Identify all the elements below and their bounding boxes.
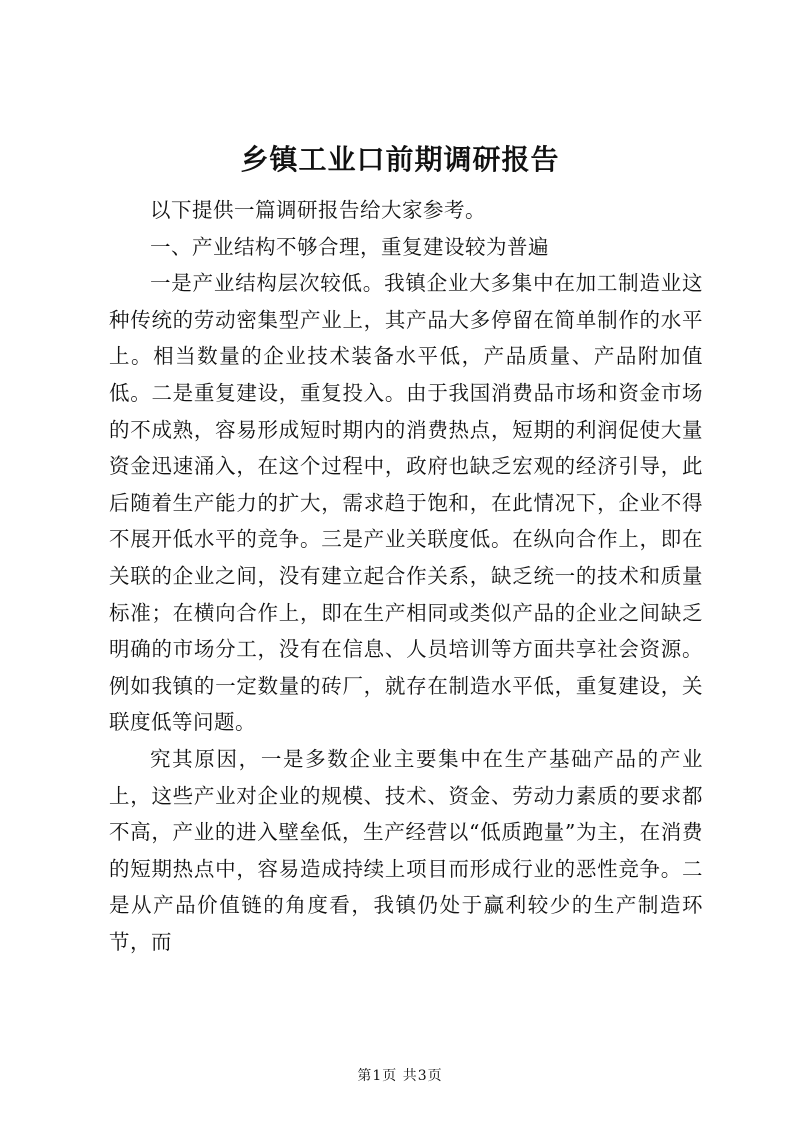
page-footer: 第1页 共3页	[357, 1068, 443, 1084]
paragraph-intro: 以下提供一篇调研报告给大家参考。	[150, 198, 486, 222]
document-body	[109, 192, 703, 960]
paragraph-analysis: 一是产业结构层次较低。我镇企业大多集中在加工制造业这种传统的劳动密集型产业上，其产品大多停留在简单制作的水平上。相当数量的企业技术装备水平低，产品质量、产品附加值低。二是重复建设，重复投入。由于我国消费品市场和资金市场的不成熟，容易形成短时期内的消费热点，短期的利润促使大量资金迅速涌入，在这个过程中，政府也缺乏宏观的经济引导，此后随着生产能力的扩大，需求趋于饱和，在此情况下，企业不得不展开低水平的竞争。三是产业关联度低。在纵向合作上，即在关联的企业之间，没有建立起合作关系，缺乏统一的技术和质量标准；在横向合作上，即在生产相同或类似产品的企业之间缺乏明确的市场分工，没有在信息、人员培训等方面共享社会资源。例如我镇的一定数量的砖厂，就存在制造水平低，重复建设，关联度低等问题。	[109, 271, 703, 735]
paragraph-causes: 究其原因，一是多数企业主要集中在生产基础产品的产业上，这些产业对企业的规模、技术、资金、劳动力素质的要求都不高，产业的进入壁垒低，生产经营以“低质跑量”为主，在消费的短期热点中，容易造成持续上项目而形成行业的恶性竞争。二是从产品价值链的角度看，我镇仍处于赢利较少的生产制造环节，而	[109, 746, 703, 954]
document-title: 乡镇工业口前期调研报告	[240, 143, 560, 176]
section-heading: 一、产业结构不够合理，重复建设较为普遍	[150, 234, 549, 259]
